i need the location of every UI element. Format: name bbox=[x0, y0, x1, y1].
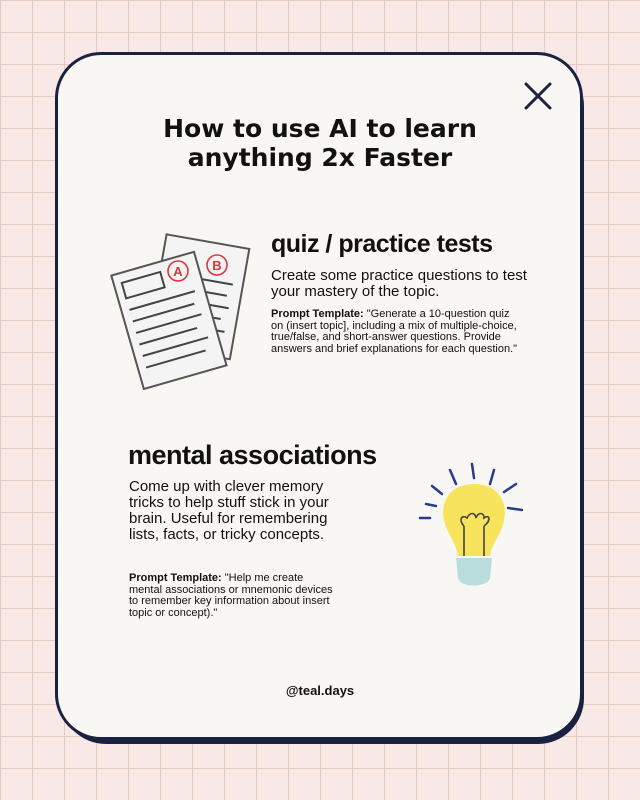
title-line-2: anything 2x Faster bbox=[187, 143, 453, 172]
title-line-1: How to use AI to learn bbox=[163, 114, 477, 143]
mental-heading: mental associations bbox=[128, 440, 377, 470]
page-title bbox=[110, 114, 530, 172]
quiz-papers-icon bbox=[104, 230, 274, 390]
mental-prompt bbox=[129, 573, 339, 619]
author-handle: @teal.days bbox=[285, 683, 355, 698]
mental-prompt-label: Prompt Template: bbox=[129, 572, 222, 584]
mental-prompt-text: "Help me create mental associations or mnemonic devices to remember key information about insert topic or concept)." bbox=[129, 572, 333, 619]
quiz-prompt bbox=[271, 309, 521, 355]
quiz-heading: quiz / practice tests bbox=[271, 230, 493, 258]
grade-b-label: B bbox=[212, 258, 222, 273]
quiz-description: Create some practice questions to test your mastery of the topic. bbox=[271, 267, 527, 300]
quiz-prompt-label: Prompt Template: bbox=[271, 308, 364, 320]
grade-a-label: A bbox=[173, 264, 183, 279]
lightbulb-icon bbox=[412, 460, 532, 600]
mental-description: Come up with clever memory tricks to help stuff stick in your brain. Useful for remembering lists, facts, or tricky concepts. bbox=[129, 478, 329, 543]
close-icon[interactable] bbox=[522, 80, 554, 112]
quiz-prompt-text: "Generate a 10-question quiz on (insert topic], including a mix of multiple-choice, true/false, and short-answer questions. Provide answers and brief explanations for each question." bbox=[271, 308, 518, 355]
